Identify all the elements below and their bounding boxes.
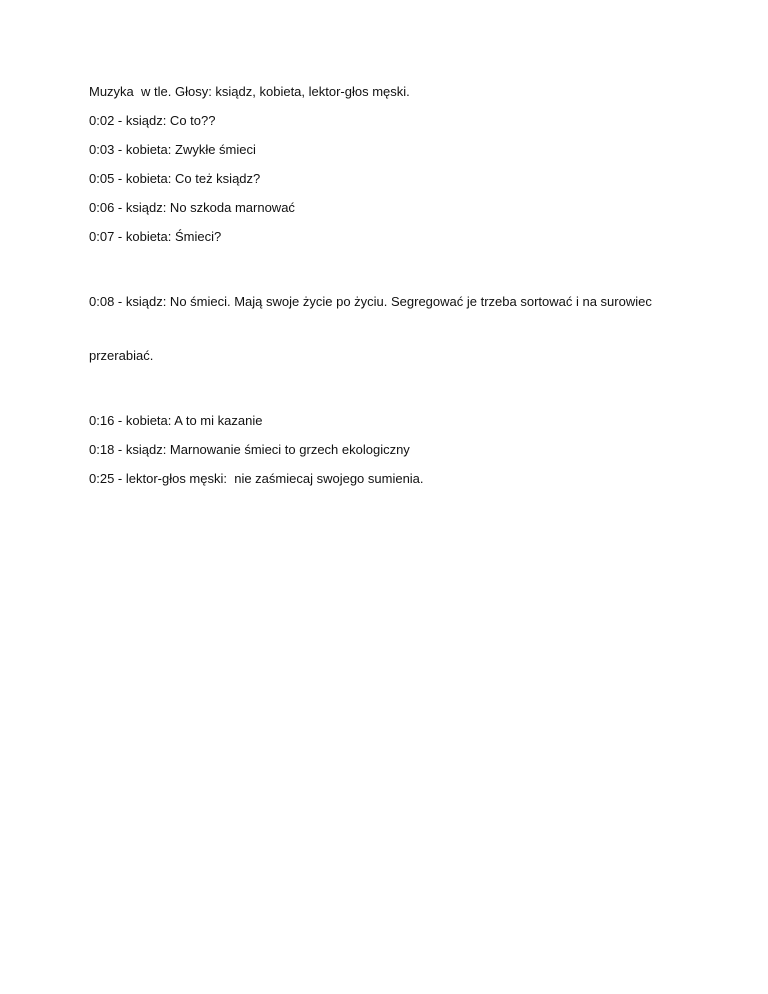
transcript-line-0-16: 0:16 - kobieta: A to mi kazanie bbox=[89, 413, 263, 428]
intro-line: Muzyka w tle. Głosy: ksiądz, kobieta, lektor-głos męski. bbox=[89, 84, 410, 99]
transcript-line-0-08 bbox=[89, 257, 689, 401]
transcript-line-0-08-part1: 0:08 - ksiądz: No śmieci. Mają swoje życie po życiu. Segregować je trzeba sortować i na surowiec bbox=[89, 294, 652, 309]
transcript-line-0-05: 0:05 - kobieta: Co też ksiądz? bbox=[89, 171, 261, 186]
transcript-line-0-06: 0:06 - ksiądz: No szkoda marnować bbox=[89, 200, 295, 215]
transcript-line-0-25: 0:25 - lektor-głos męski: nie zaśmiecaj swojego sumienia. bbox=[89, 471, 424, 486]
transcript-line-0-02: 0:02 - ksiądz: Co to?? bbox=[89, 113, 216, 128]
transcript-line-0-07: 0:07 - kobieta: Śmieci? bbox=[89, 229, 222, 244]
transcript-line-0-08-part2: przerabiać. bbox=[89, 348, 154, 363]
transcript-line-0-03: 0:03 - kobieta: Zwykłe śmieci bbox=[89, 142, 256, 157]
transcript-line-0-18: 0:18 - ksiądz: Marnowanie śmieci to grzech ekologiczny bbox=[89, 442, 410, 457]
transcript bbox=[89, 83, 689, 499]
